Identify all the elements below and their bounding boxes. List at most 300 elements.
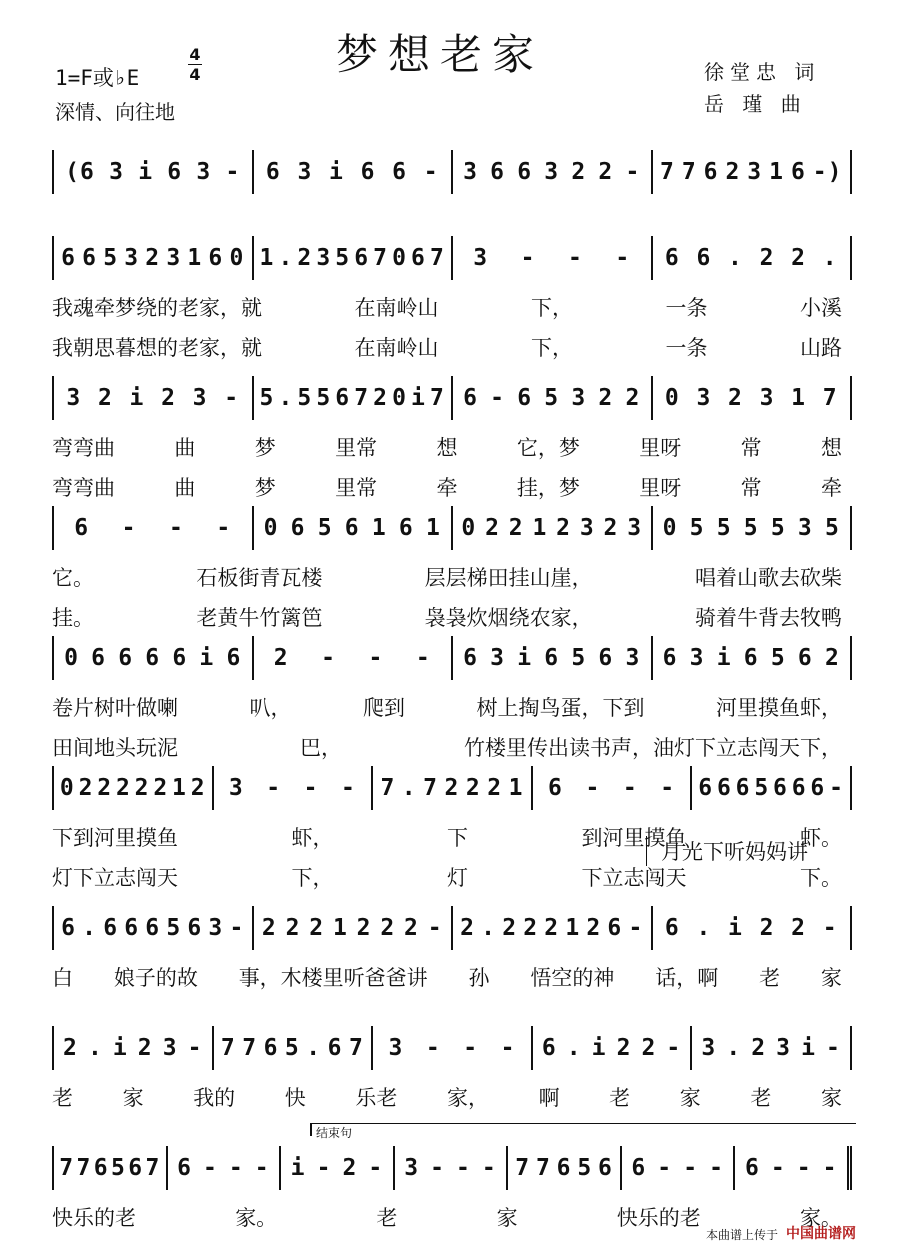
note: 0 [64, 645, 79, 671]
lyric-word: 乐老 [355, 1086, 398, 1110]
note: 5 [284, 1035, 300, 1061]
note: 2 [824, 645, 840, 671]
note: - [683, 1155, 699, 1181]
measure [52, 636, 252, 680]
lyric-word: 挂，梦 [516, 476, 580, 500]
measure [651, 376, 853, 420]
note: 2 [791, 245, 807, 271]
lyric-word: 我朝思暮想的老家，就 [52, 336, 262, 360]
measure [651, 150, 853, 194]
note: 0 [229, 245, 245, 271]
measure [252, 150, 452, 194]
lyric-word: 里常 [335, 476, 378, 500]
lyric-word: 弯弯曲 [52, 476, 115, 500]
note: 7 [380, 775, 396, 801]
note: 5 [716, 515, 732, 541]
measure [451, 906, 651, 950]
note: 7 [515, 1155, 531, 1181]
note: 6 [703, 159, 719, 185]
note: 7 [373, 245, 389, 271]
lyric-word: 爬到 [363, 696, 405, 720]
lyric-line [52, 472, 842, 502]
note: 7 [535, 1155, 551, 1181]
note: - [796, 1155, 812, 1181]
note: - [121, 515, 137, 541]
note: 6 [354, 245, 370, 271]
lyric-line [52, 1082, 842, 1112]
note: 2 [759, 245, 775, 271]
measure [212, 1026, 372, 1070]
note: 5 [259, 385, 275, 411]
note: 6 [544, 645, 560, 671]
note: 1 [172, 775, 187, 801]
lyric-word: 小溪 [800, 296, 842, 320]
note: 2 [380, 915, 396, 941]
note: - [225, 159, 241, 185]
note: 6 [797, 645, 813, 671]
lyric-word: 常 [740, 436, 762, 460]
note: 6 [791, 775, 807, 801]
note: 2 [190, 775, 206, 801]
lyric-word: 家 [122, 1086, 144, 1110]
note: 2 [297, 245, 313, 271]
lyric-line [52, 432, 842, 462]
measure [252, 906, 452, 950]
lyric-word: 弯弯曲 [52, 436, 115, 460]
lyric-word: 里呀 [639, 476, 682, 500]
lyric-word: 老 [750, 1086, 772, 1110]
note: - [490, 385, 506, 411]
note: 2 [751, 1035, 767, 1061]
note: - [425, 1035, 441, 1061]
note: 2 [145, 245, 161, 271]
note: i [290, 1155, 306, 1181]
note: 7 [423, 775, 439, 801]
note: . [278, 385, 294, 411]
note: 3 [579, 515, 595, 541]
note: 3 [625, 645, 641, 671]
notation-line [52, 766, 852, 810]
note: 1 [187, 245, 203, 271]
note: - [216, 515, 232, 541]
note: 6 [716, 775, 732, 801]
note: - [585, 775, 601, 801]
lyric-word: 田间地头玩泥 [52, 736, 178, 760]
note: 6 [607, 915, 623, 941]
measure [52, 376, 252, 420]
note: . [87, 1035, 103, 1061]
lyric-line [52, 292, 842, 322]
note: 1 [332, 915, 348, 941]
note: 6 [411, 245, 426, 271]
note: 6 [145, 645, 161, 671]
lyric-word: 到河里摸鱼 [581, 826, 687, 850]
note: . [481, 915, 496, 941]
measure [52, 766, 212, 810]
time-signature-top: 4 [189, 45, 201, 64]
note: - [415, 645, 431, 671]
lyric-word: 它，梦 [516, 436, 580, 460]
lyric-word: 梦 [254, 436, 276, 460]
lyric-word: 虾。 [800, 826, 842, 850]
measure [252, 636, 452, 680]
lyric-word: 里呀 [639, 436, 682, 460]
note: 0 [263, 515, 279, 541]
note: 7 [822, 385, 838, 411]
note: - [657, 1155, 673, 1181]
note: 6 [662, 645, 678, 671]
note: 2 [309, 915, 325, 941]
lyric-word: 灯 [447, 866, 468, 890]
note: 5 [335, 245, 351, 271]
lyric-line [52, 332, 842, 362]
measure [166, 1146, 280, 1190]
note: 1 [532, 515, 548, 541]
note: i [329, 159, 344, 185]
lyric-word: 悟空的神 [530, 966, 615, 990]
note: 6 [145, 915, 161, 941]
note: - [500, 1035, 516, 1061]
note: 6 [810, 775, 826, 801]
note: 2 [285, 915, 301, 941]
lyric-word: 快 [284, 1086, 306, 1110]
measure [52, 506, 252, 550]
note: 7 [76, 1155, 92, 1181]
measure [252, 376, 452, 420]
note: - [254, 1155, 270, 1181]
note: 6 [517, 159, 533, 185]
note: 2 [137, 1035, 153, 1061]
note: 7 [220, 1035, 236, 1061]
note: 0 [392, 245, 407, 271]
measure [393, 1146, 507, 1190]
note: - [187, 1035, 203, 1061]
measure [690, 1026, 852, 1070]
note: 2 [641, 1035, 657, 1061]
measure [212, 766, 372, 810]
lyric-word: 下， [531, 296, 573, 320]
note: 2 [586, 915, 602, 941]
note: 6 [631, 1155, 647, 1181]
note: 5 [166, 915, 182, 941]
note: - [829, 775, 844, 801]
note: 7 [354, 385, 370, 411]
note: - [622, 775, 638, 801]
notation-line [52, 1146, 852, 1190]
lyric-word: 竹楼里传出读书声，油灯下立志闯天下， [464, 736, 842, 760]
note: 2 [791, 915, 807, 941]
note: 6 [664, 245, 680, 271]
note: (6 [65, 159, 95, 185]
lyric-word: 在南岭山 [354, 336, 439, 360]
note: 6 [743, 645, 759, 671]
note: 2 [356, 915, 372, 941]
lyric-word: 下到河里摸鱼 [52, 826, 178, 850]
measure [371, 766, 531, 810]
lyric-word: 啊 [538, 1086, 560, 1110]
note: 2 [78, 775, 94, 801]
lyric-word: 在南岭山 [354, 296, 439, 320]
note: - [666, 1035, 682, 1061]
note: 2 [485, 515, 500, 541]
lyric-word: 下， [531, 336, 573, 360]
note: . [401, 775, 417, 801]
note: 6 [128, 1155, 144, 1181]
note: 3 [208, 915, 224, 941]
note: 6 [187, 915, 203, 941]
note: 6 [360, 159, 376, 185]
note: - [228, 1155, 244, 1181]
lyric-word: 老 [376, 1206, 398, 1230]
measure [690, 766, 852, 810]
note: 2 [508, 515, 524, 541]
lyric-word: 牵 [436, 476, 458, 500]
note: 7 [59, 1155, 75, 1181]
note: 6 [93, 1155, 109, 1181]
note: 1 [425, 515, 441, 541]
note: 2 [625, 385, 641, 411]
lyric-word: 老 [52, 1086, 73, 1110]
note: . [726, 1035, 742, 1061]
lyric-word: 老 [759, 966, 781, 990]
note: 2 [598, 159, 614, 185]
note: 5 [110, 1155, 126, 1181]
song-title: 梦想老家 [336, 30, 545, 79]
note: - [341, 775, 356, 801]
lyric-word: 一条 [665, 336, 708, 360]
note: 2 [544, 915, 560, 941]
note: 2 [342, 1155, 358, 1181]
note: 2 [444, 775, 460, 801]
key-signature: 1=F或♭E [55, 66, 140, 90]
note: 5 [770, 515, 786, 541]
lyric-word: 事，木楼里听爸爸讲 [238, 966, 428, 990]
note: 0 [59, 775, 75, 801]
lyric-word: 山路 [800, 336, 842, 360]
measure [371, 1026, 531, 1070]
lyric-word: 骑着牛背去牧鸭 [694, 606, 842, 630]
lyric-word: 家， [446, 1086, 489, 1110]
lyric-word: 一条 [665, 296, 708, 320]
note: - [303, 775, 319, 801]
note: - [826, 1035, 841, 1061]
note: i [716, 645, 732, 671]
measure [52, 150, 252, 194]
note: i [801, 1035, 816, 1061]
note: - [660, 775, 676, 801]
lyric-word: 挂。 [52, 606, 94, 630]
lyric-word: 层层梯田挂山崖， [424, 566, 593, 590]
note: 6 [61, 245, 76, 271]
measure [451, 376, 651, 420]
note: 2 [97, 385, 113, 411]
lyric-word: 树上掏鸟蛋，下到 [476, 696, 645, 720]
note: 5 [689, 515, 705, 541]
note: 3 [797, 515, 813, 541]
note: 3 [109, 159, 124, 185]
measure [651, 506, 853, 550]
measure [52, 236, 252, 280]
note: 2 [153, 775, 169, 801]
note: 7 [659, 159, 675, 185]
note: 3 [404, 1155, 420, 1181]
note: 6 [790, 159, 806, 185]
lyric-word: 下， [291, 866, 334, 890]
note: 2 [571, 159, 587, 185]
note: - [568, 245, 583, 271]
note: - [316, 1155, 332, 1181]
composer-credit: 岳 瑾 曲 [704, 92, 807, 116]
note: 2 [725, 159, 741, 185]
note: 3 [759, 385, 775, 411]
note: 3 [166, 245, 182, 271]
note: - [709, 1155, 724, 1181]
note: - [224, 385, 240, 411]
lyric-word: 我的 [193, 1086, 236, 1110]
note: 2 [487, 775, 503, 801]
upload-note: 本曲谱上传于 [706, 1228, 779, 1242]
lyric-word: 家 [679, 1086, 701, 1110]
lyric-word: 曲 [174, 436, 196, 460]
lyric-word: 想 [821, 436, 842, 460]
note: 2 [603, 515, 619, 541]
lyric-word: 曲 [174, 476, 196, 500]
measure [531, 766, 691, 810]
note: 2 [63, 1035, 78, 1061]
note: 2 [465, 775, 481, 801]
note: . [278, 245, 294, 271]
measure [651, 906, 853, 950]
note: - [770, 1155, 786, 1181]
note: - [202, 1155, 218, 1181]
note: 2 [556, 515, 572, 541]
note: 6 [265, 159, 281, 185]
note: 6 [398, 515, 414, 541]
note: 2 [728, 385, 743, 411]
note: 3 [747, 159, 763, 185]
lyric-word: 家 [820, 966, 842, 990]
tempo-marking: 深情、向往地 [55, 100, 175, 124]
measure [252, 506, 452, 550]
lyric-word: 灯下立志闯天 [52, 866, 178, 890]
note: 6 [118, 645, 134, 671]
notation-line [52, 150, 852, 194]
note: 2 [460, 915, 475, 941]
note: - [423, 159, 439, 185]
note: 1 [371, 515, 387, 541]
note: 2 [115, 775, 131, 801]
note: 6 [208, 245, 224, 271]
lyric-word: 我魂牵梦绕的老家，就 [52, 296, 262, 320]
note: 7 [429, 245, 445, 271]
note: - [456, 1155, 471, 1181]
note: 7 [145, 1155, 161, 1181]
note: 6 [335, 385, 351, 411]
note: i [199, 645, 215, 671]
notation-line [52, 906, 852, 950]
note: 6 [548, 775, 563, 801]
note: - [430, 1155, 445, 1181]
lyricist-credit: 徐堂忠 词 [704, 60, 821, 84]
note: 3 [627, 515, 643, 541]
note: 3 [463, 159, 478, 185]
note: - [520, 245, 536, 271]
lyric-word: 虾， [291, 826, 334, 850]
lyric-word: 袅袅炊烟绕农家， [424, 606, 593, 630]
note: 6 [263, 1035, 279, 1061]
lyric-word: 老黄牛竹篱笆 [196, 606, 323, 630]
note: . [696, 915, 712, 941]
note: - [427, 915, 443, 941]
note: 6 [463, 385, 478, 411]
note: 5 [571, 645, 587, 671]
note: 3 [544, 159, 560, 185]
measure [252, 236, 452, 280]
note: 3 [388, 1035, 404, 1061]
measure [733, 1146, 852, 1190]
note: 2 [616, 1035, 632, 1061]
lyric-word: 白 [52, 966, 73, 990]
note: 6 [664, 915, 680, 941]
note: 6 [556, 1155, 572, 1181]
note: i [517, 645, 533, 671]
note: 6 [290, 515, 306, 541]
lyric-word: 家。 [799, 1206, 842, 1230]
note: 6 [773, 775, 788, 801]
note: 3 [701, 1035, 717, 1061]
note: 3 [162, 1035, 178, 1061]
measure [52, 1146, 166, 1190]
note: 1 [259, 245, 275, 271]
note: 1 [508, 775, 524, 801]
lyric-word: 巴， [300, 736, 342, 760]
note: 1 [565, 915, 581, 941]
note: - [368, 645, 384, 671]
lyric-line [52, 962, 842, 992]
lyric-word: 梦 [254, 476, 276, 500]
note: 7 [349, 1035, 364, 1061]
note: 5 [824, 515, 840, 541]
lyric-word: 快乐的老 [52, 1206, 136, 1230]
note: 6 [392, 159, 408, 185]
lyric-line [52, 692, 842, 722]
note: - [463, 1035, 479, 1061]
note: 3 [192, 385, 208, 411]
lyric-word: 娘子的故 [113, 966, 198, 990]
measure [451, 236, 651, 280]
note: 6 [490, 159, 506, 185]
note: 5 [103, 245, 119, 271]
note: 5 [743, 515, 759, 541]
note: - [229, 915, 245, 941]
note: i [112, 1035, 128, 1061]
notation-line [52, 506, 852, 550]
note: 5 [577, 1155, 593, 1181]
note: 3 [66, 385, 82, 411]
note: 6 [82, 245, 97, 271]
note: 2 [97, 775, 113, 801]
lyric-word: 下。 [800, 866, 842, 890]
note: 6 [226, 645, 242, 671]
lyric-word: 家 [496, 1206, 518, 1230]
time-signature-bottom: 4 [189, 65, 201, 84]
measure [451, 150, 651, 194]
note: i [728, 915, 743, 941]
lyric-word: 唱着山歌去砍柴 [694, 566, 842, 590]
note: 6 [744, 1155, 760, 1181]
lyric-word: 它。 [52, 566, 94, 590]
note: i [138, 159, 154, 185]
